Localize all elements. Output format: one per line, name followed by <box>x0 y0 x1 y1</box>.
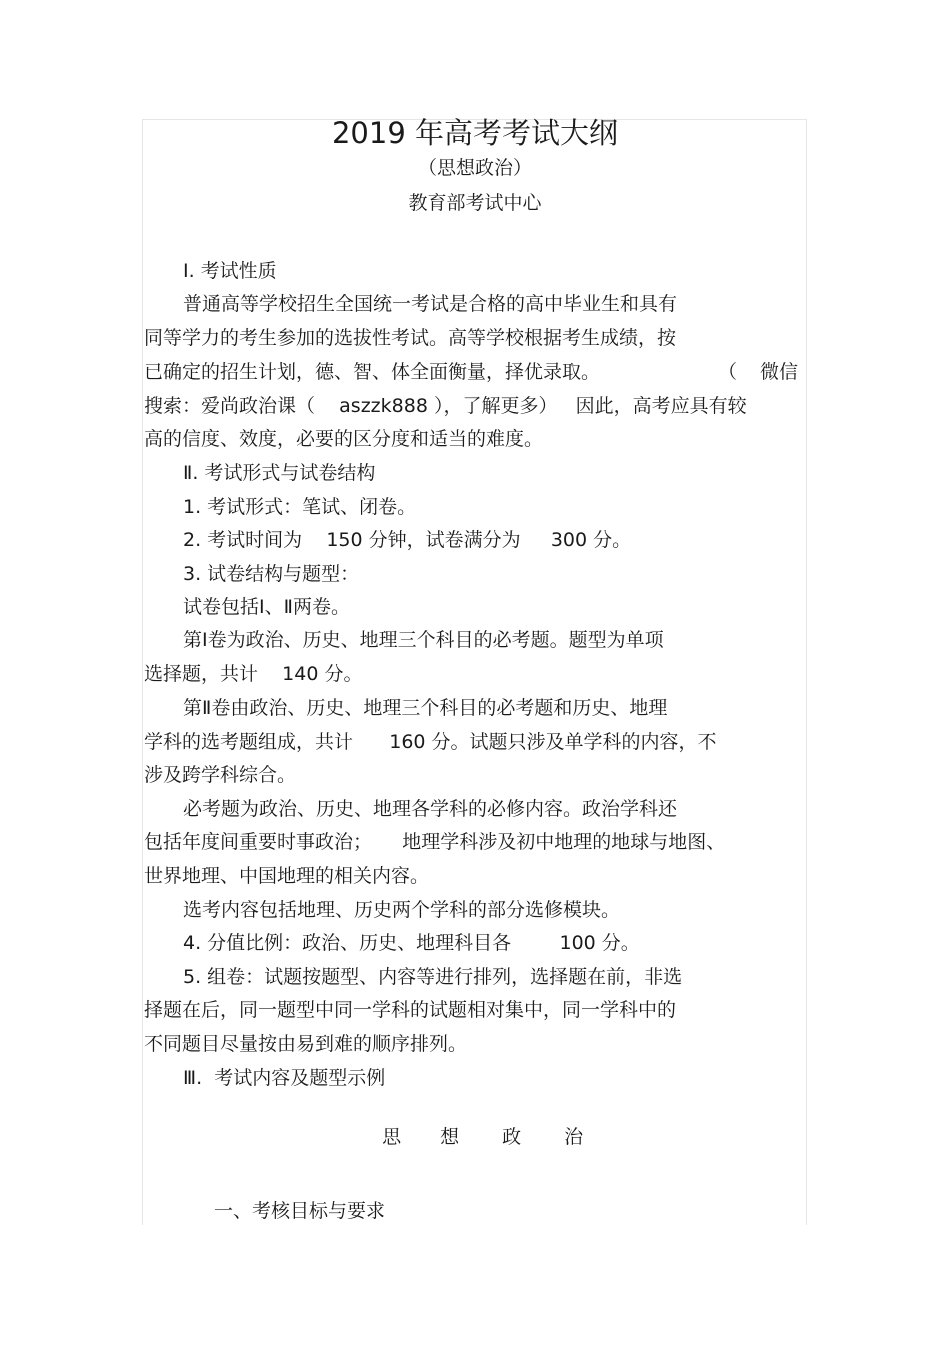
page-frame-left <box>142 119 143 1225</box>
list-item: 2. 考试时间为 150 分钟，试卷满分为 300 分。 <box>183 529 632 551</box>
paragraph-line: 第Ⅱ卷由政治、历史、地理三个科目的必考题和历史、地理 <box>183 697 668 719</box>
list-item: 3. 试卷结构与题型： <box>183 563 360 585</box>
paragraph-line: 高的信度、效度，必要的区分度和适当的难度。 <box>144 428 544 450</box>
section-heading-4: 一、考核目标与要求 <box>214 1200 386 1222</box>
paragraph-line: 试卷包括Ⅰ、Ⅱ两卷。 <box>183 596 350 618</box>
subject-char: 治 <box>564 1126 584 1148</box>
paragraph-line: 世界地理、中国地理的相关内容。 <box>144 865 430 887</box>
document-subtitle: （思想政治） <box>417 157 532 179</box>
section-heading-1: Ⅰ. 考试性质 <box>183 260 277 282</box>
paragraph-line: 已确定的招生计划，德、智、体全面衡量，择优录取。 <box>144 361 601 383</box>
paragraph-line: 第Ⅰ卷为政治、历史、地理三个科目的必考题。题型为单项 <box>183 629 664 651</box>
subject-char: 政 <box>502 1126 522 1148</box>
subject-char: 思 <box>382 1126 402 1148</box>
subject-heading <box>370 1098 583 1150</box>
paragraph-line: 涉及跨学科综合。 <box>144 764 297 786</box>
document-title: 2019 年高考考试大纲 <box>331 116 619 150</box>
subject-char: 想 <box>440 1126 460 1148</box>
paragraph-line: 学科的选考题组成，共计 160 分。试题只涉及单学科的内容，不 <box>144 731 717 753</box>
document-issuer: 教育部考试中心 <box>408 192 542 214</box>
section-heading-3: Ⅲ. 考试内容及题型示例 <box>183 1067 386 1089</box>
paragraph-line: 同等学力的考生参加的选拔性考试。高等学校根据考生成绩，按 <box>144 327 677 349</box>
list-item: 1. 考试形式：笔试、闭卷。 <box>183 496 417 518</box>
paragraph-line: 搜索：爱尚政治课（ aszzk888 ），了解更多） 因此，高考应具有较 <box>144 395 747 417</box>
list-item: 5. 组卷：试题按题型、内容等进行排列，选择题在前，非选 <box>183 966 683 988</box>
paragraph-line: 普通高等学校招生全国统一考试是合格的高中毕业生和具有 <box>183 293 678 315</box>
paragraph-paren: （ <box>718 361 738 383</box>
paragraph-line: 选择题，共计 140 分。 <box>144 663 363 685</box>
paragraph-line: 选考内容包括地理、历史两个学科的部分选修模块。 <box>183 899 621 921</box>
paragraph-line: 包括年度间重要时事政治； 地理学科涉及初中地理的地球与地图、 <box>144 831 726 853</box>
paragraph-line-tail: 微信 <box>760 361 799 383</box>
list-item: 4. 分值比例：政治、历史、地理科目各 100 分。 <box>183 932 640 954</box>
page-frame-right <box>806 119 807 1225</box>
paragraph-line: 必考题为政治、历史、地理各学科的必修内容。政治学科还 <box>183 798 678 820</box>
paragraph-line: 择题在后，同一题型中同一学科的试题相对集中，同一学科中的 <box>144 999 677 1021</box>
paragraph-line: 不同题目尽量按由易到难的顺序排列。 <box>144 1033 468 1055</box>
section-heading-2: Ⅱ. 考试形式与试卷结构 <box>183 462 376 484</box>
